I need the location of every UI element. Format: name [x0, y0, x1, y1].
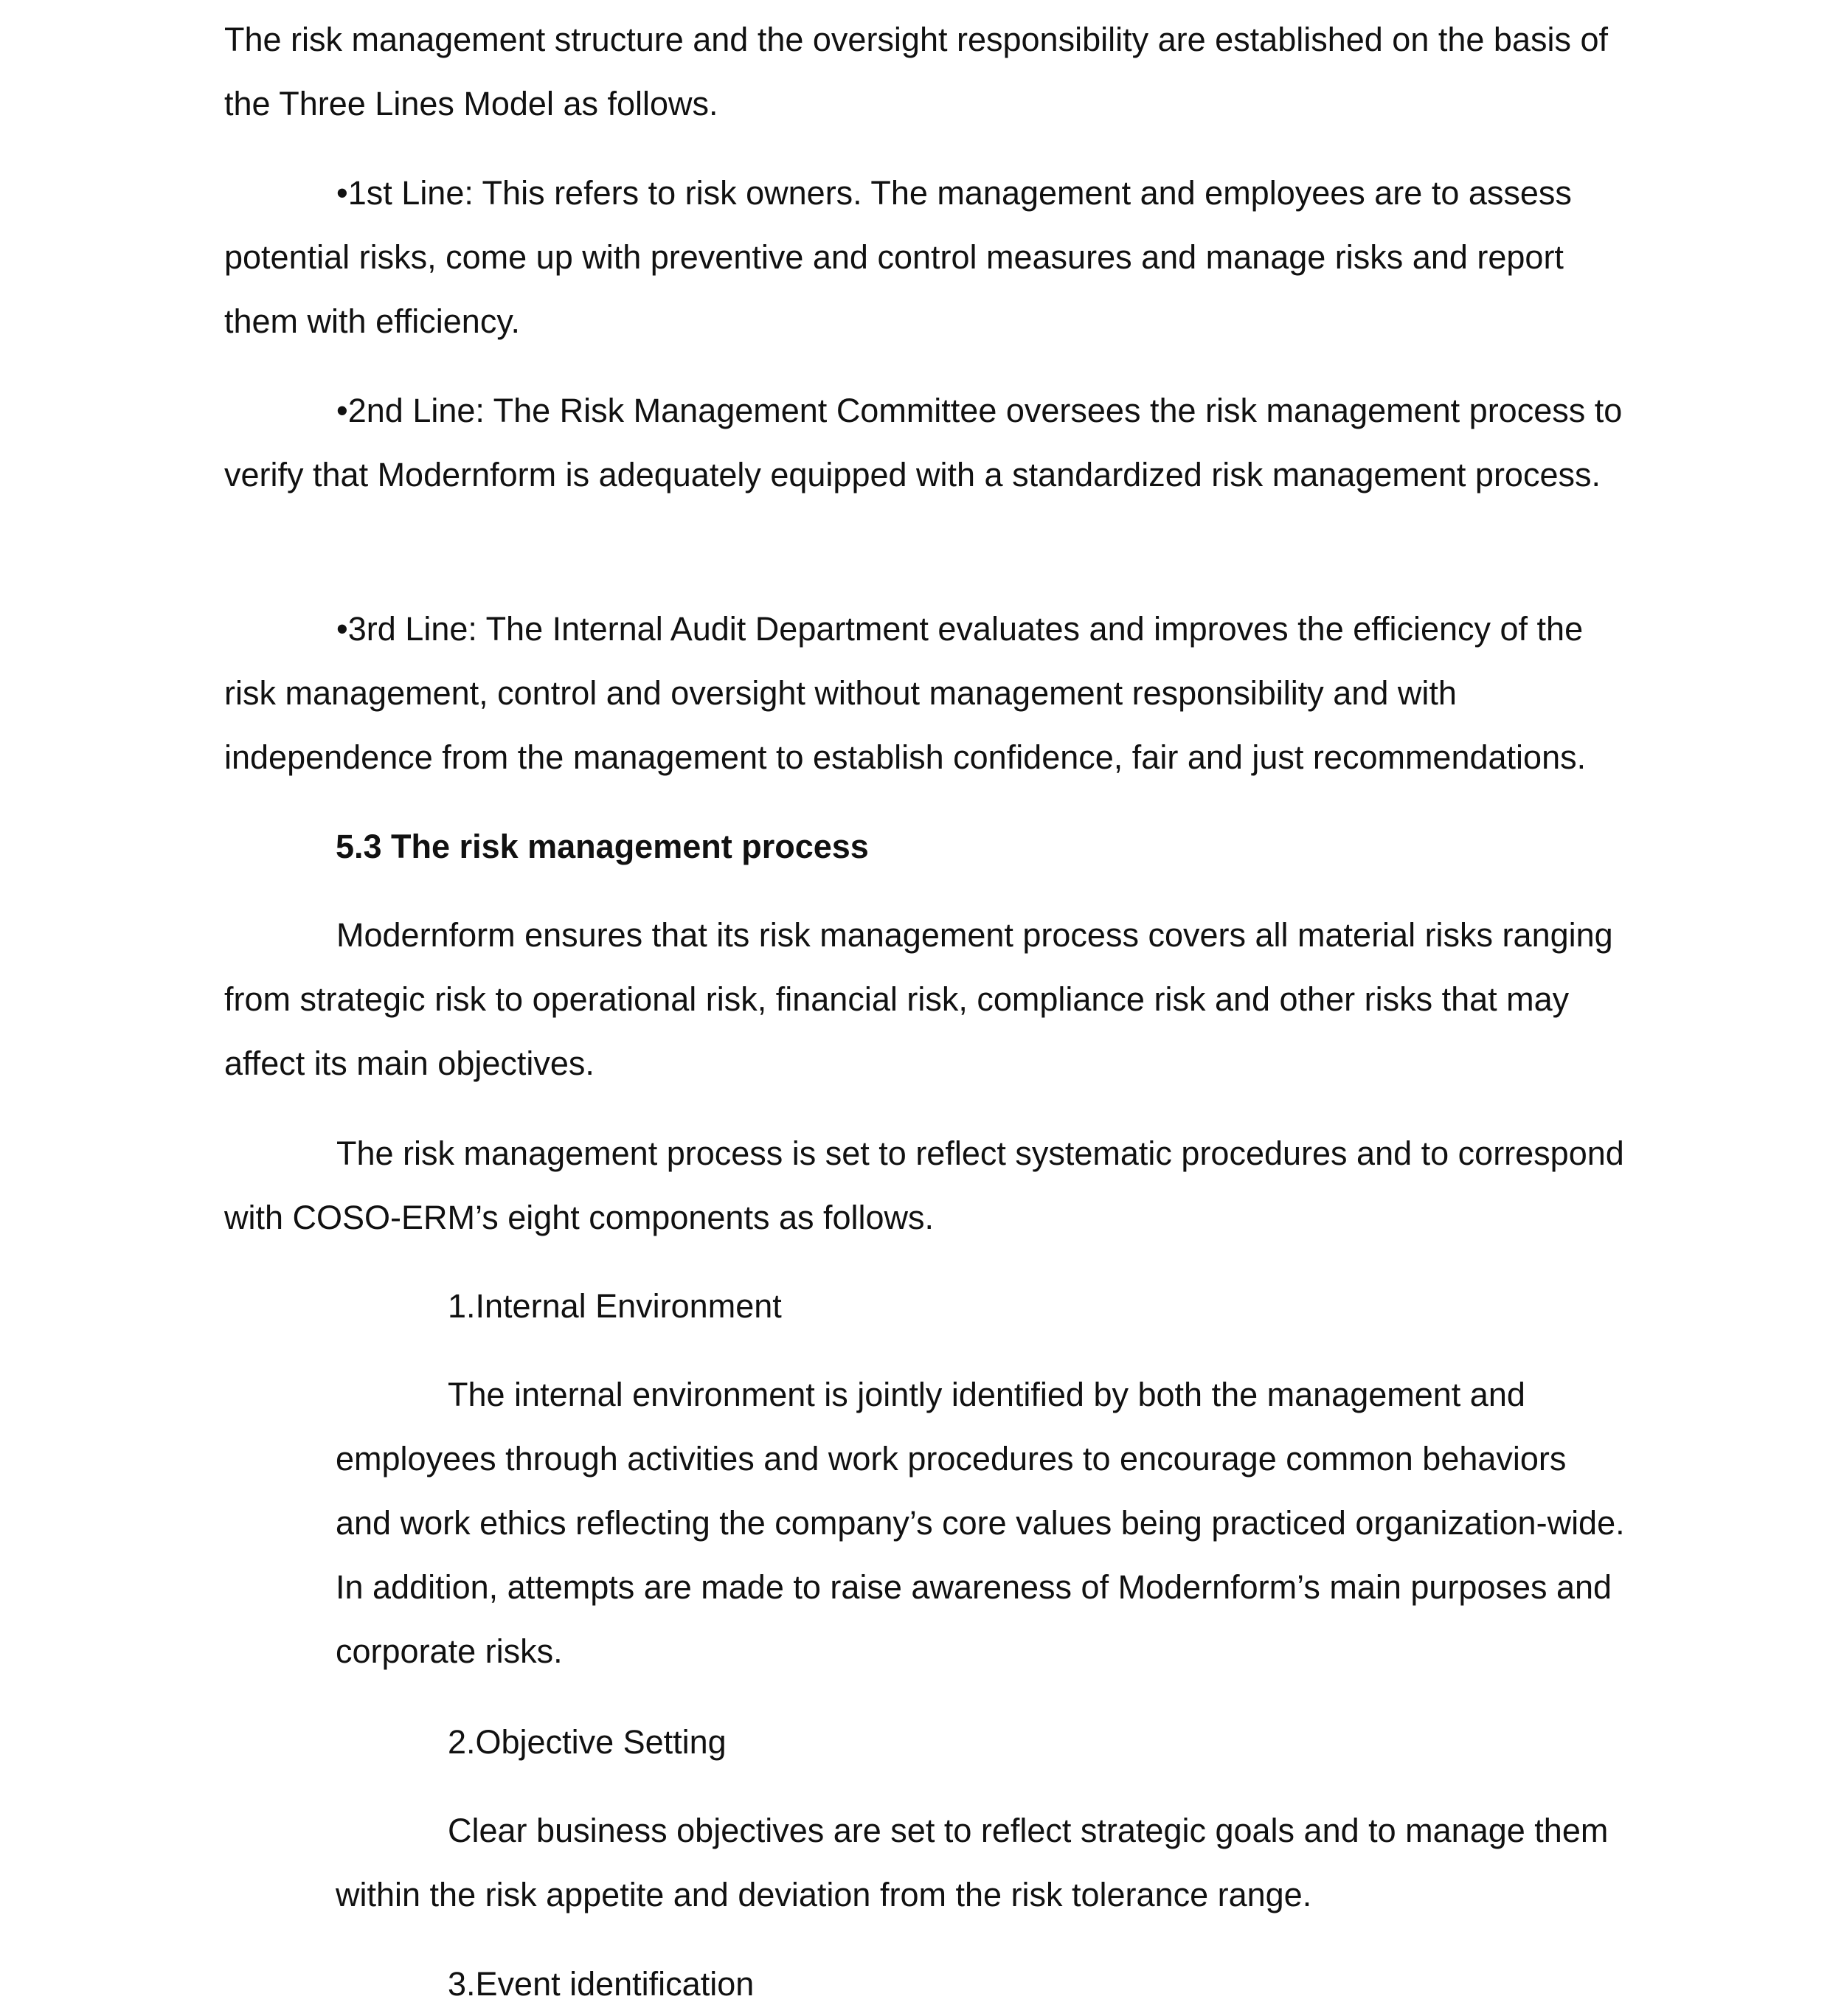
component-event-identification: 3.Event identification [448, 1965, 755, 2003]
component-internal-environment: 1.Internal Environment [448, 1287, 782, 1325]
internal-environment-paragraph: The internal environment is jointly identified by both the management and employees through activities and work procedures to encourage common behaviors and work ethics reflecting the company’s core values being practiced organization-wide. In addition, attempts are made to raise awareness of Modernform’s main purposes and corporate risks. [336, 1376, 1625, 1670]
component-objective-setting: 2.Objective Setting [448, 1723, 727, 1761]
coso-intro-paragraph: The risk management process is set to reflect systematic procedures and to correspond with COSO-ERM’s eight components as follows. [224, 1135, 1624, 1236]
intro-paragraph: The risk management structure and the oversight responsibility are established on the basis of the Three Lines Model as follows. [224, 21, 1609, 122]
third-line-paragraph: •3rd Line: The Internal Audit Department evaluates and improves the efficiency of the risk management, control and oversight without management responsibility and with independence from the management to establish confidence, fair and just recommendations. [224, 610, 1587, 776]
section-heading: 5.3 The risk management process [336, 828, 869, 865]
first-line-paragraph: •1st Line: This refers to risk owners. The management and employees are to assess potential risks, come up with preventive and control measures and manage risks and report them with efficiency. [224, 174, 1572, 340]
page-corner-mark [1350, 0, 1542, 4]
second-line-paragraph: •2nd Line: The Risk Management Committee oversees the risk management process to verify that Modernform is adequately equipped with a standardized risk management process. [224, 392, 1623, 493]
process-intro-paragraph: Modernform ensures that its risk management process covers all material risks ranging from strategic risk to operational risk, financial risk, compliance risk and other risks that may affect its main objectives. [224, 916, 1613, 1082]
objective-setting-paragraph: Clear business objectives are set to reflect strategic goals and to manage them within the risk appetite and deviation from the risk tolerance range. [336, 1812, 1609, 1913]
